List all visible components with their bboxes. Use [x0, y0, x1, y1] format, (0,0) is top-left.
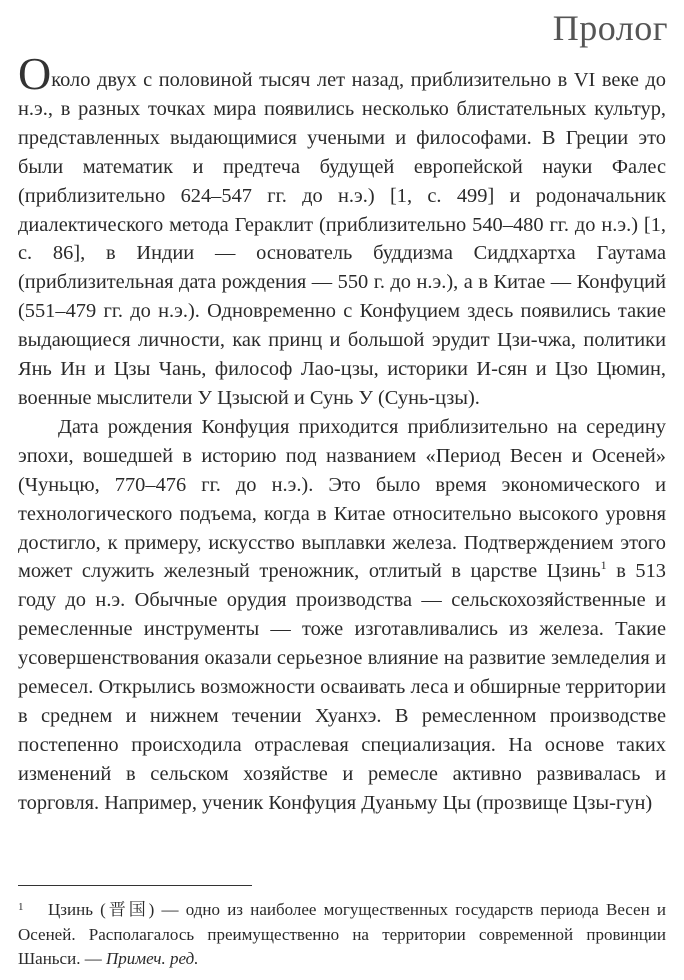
paragraph-2	[18, 413, 666, 818]
footnote-editor-note: Примеч. ред.	[105, 949, 199, 968]
main-text	[18, 48, 666, 818]
paragraph-1-text: коло двух с половиной тысяч лет назад, приблизительно в VI веке до н.э., в разных точках мира появились несколько блистательных культур, представленных выдающимися учеными и философами. В Греции это были математик и предтеча будущей европейской науки Фалес (приблизительно 624–547 гг. до н.э.) [1, с. 499] и родоначальник диалектического метода Гераклит (приблизительно 540–480 гг. до н.э.) [1, с. 86], в Индии — основатель буддизма Сиддхартха Гаутама (приблизительная дата рождения — 550 г. до н.э.), а в Китае — Конфуций (551–479 гг. до н.э.). Одновременно с Конфуцием здесь появились такие выдающиеся личности, как принц и большой эрудит Цзи-чжа, политики Янь Ин и Цзы Чань, философ Лао-цзы, историки И-сян и Цзо Цюмин, военные мыслители У Цзысюй и Сунь У (Сунь-цзы).	[18, 69, 666, 409]
page-title: Пролог	[552, 8, 668, 48]
paragraph-2-text-start: Дата рождения Конфуция приходится приблизительно на середину эпохи, вошедшей в историю под названием «Период Весен и Осеней» (Чуньцю, 770–476 гг. до н.э.). Это было время экономического и технологического подъема, когда в Китае относительно высокого уровня достигло, к примеру, искусство выплавки железа. Подтверждением этого может служить железный треножник, отлитый в царстве Цзинь	[18, 415, 666, 583]
footnote-reference[interactable]: 1	[600, 558, 607, 573]
footnote	[18, 895, 666, 972]
paragraph-2-text-end: в 513 году до н.э. Обычные орудия производства — сельскохозяйственные и ремесленные инструменты — тоже изготавливались из железа. Такие усовершенствования оказали серьезное влияние на развитие земледелия и ремесел. Открылись возможности осваивать леса и обширные территории в среднем и нижнем течении Хуанхэ. В ремесленном производстве постепенно происходила отраслевая специализация. На основе таких изменений в сельском хозяйстве и ремесле активно развивалась и торговля. Например, ученик Конфуция Дуаньму Цы (прозвище Цзы-гун)	[18, 560, 666, 814]
footnote-divider	[18, 885, 252, 886]
paragraph-1	[18, 48, 666, 413]
footnote-text: Цзинь (晋国) — одно из наиболее могущественных государств периода Весен и Осеней. Располагалось преимущественно на территории современной провинции Шаньси. —	[18, 900, 666, 968]
footnote-number: 1	[18, 901, 24, 913]
drop-cap: О	[18, 48, 52, 99]
